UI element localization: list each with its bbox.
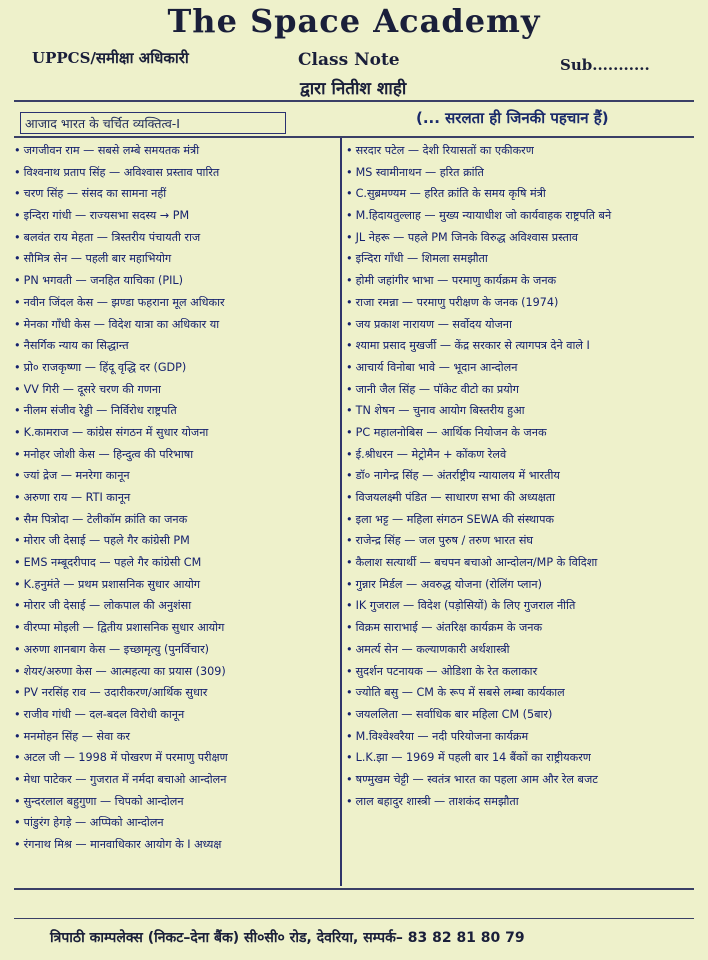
list-item: • पांडुरंग हेगड़े — अप्पिको आन्दोलन xyxy=(14,812,336,834)
list-item: • जयललिता — सर्वाधिक बार महिला CM (5बार) xyxy=(346,704,698,726)
list-item: • EMS नम्बूदरीपाद — पहले गैर कांग्रेसी CM xyxy=(14,552,336,574)
list-item: • सुदर्शन पटनायक — ओडिशा के रेत कलाकार xyxy=(346,661,698,683)
list-item: • श्यामा प्रसाद मुखर्जी — केंद्र सरकार से त्यागपत्र देने वाले I xyxy=(346,335,698,357)
list-item: • गुन्नार मिर्डल — अवरुद्ध योजना (रोलिंग प्लान) xyxy=(346,574,698,596)
list-item: • कैलाश सत्यार्थी — बचपन बचाओ आन्दोलन/MP के विदिशा xyxy=(346,552,698,574)
list-item: • JL नेहरू — पहले PM जिनके विरुद्ध अविश्वास प्रस्ताव xyxy=(346,227,698,249)
topic-divider xyxy=(14,136,694,138)
list-item: • जगजीवन राम — सबसे लम्बे समयतक मंत्री xyxy=(14,140,336,162)
list-item: • सरदार पटेल — देशी रियासतों का एकीकरण xyxy=(346,140,698,162)
list-item: • नैसर्गिक न्याय का सिद्धान्त xyxy=(14,335,336,357)
list-item: • डॉ० नागेन्द्र सिंह — अंतर्राष्ट्रीय न्यायालय में भारतीय xyxy=(346,465,698,487)
list-item: • मनमोहन सिंह — सेवा कर xyxy=(14,726,336,748)
list-item: • नीलम संजीव रेड्डी — निर्विरोध राष्ट्रपति xyxy=(14,400,336,422)
list-item: • विजयलक्ष्मी पंडित — साधारण सभा की अध्यक्षता xyxy=(346,487,698,509)
list-item: • प्रो० राजकृष्णा — हिंदू वृद्धि दर (GDP) xyxy=(14,357,336,379)
list-item: • L.K.झा — 1969 में पहली बार 14 बैंकों का राष्ट्रीयकरण xyxy=(346,747,698,769)
author-byline: द्वारा नितीश शाही xyxy=(300,79,407,99)
topic-box: आजाद भारत के चर्चित व्यक्तित्व-I xyxy=(20,112,286,134)
list-item: • चरण सिंह — संसद का सामना नहीं xyxy=(14,183,336,205)
list-item: • PC महालनोबिस — आर्थिक नियोजन के जनक xyxy=(346,422,698,444)
subject-field: Sub........... xyxy=(560,56,650,74)
list-item: • M.हिदायतुल्लाह — मुख्य न्यायाधीश जो कार्यवाहक राष्ट्रपति बने xyxy=(346,205,698,227)
list-item: • PN भगवती — जनहित याचिका (PIL) xyxy=(14,270,336,292)
tagline: (... सरलता ही जिनकी पहचान हैं) xyxy=(416,109,609,127)
footer-address: त्रिपाठी काम्पलेक्स (निकट–देना बैंक) सी०सी० रोड, देवरिया, सम्पर्क– 83 82 81 80 79 xyxy=(50,930,525,946)
list-item: • K.कामराज — कांग्रेस संगठन में सुधार योजना xyxy=(14,422,336,444)
list-item: • सैम पित्रोदा — टेलीकॉम क्रांति का जनक xyxy=(14,509,336,531)
column-divider xyxy=(340,138,342,886)
list-item: • राजेन्द्र सिंह — जल पुरुष / तरुण भारत संघ xyxy=(346,530,698,552)
left-column-list xyxy=(14,140,336,856)
list-item: • TN शेषन — चुनाव आयोग बिस्तरीय हुआ xyxy=(346,400,698,422)
list-item: • बलवंत राय मेहता — त्रिस्तरीय पंचायती राज xyxy=(14,227,336,249)
list-item: • मेनका गाँधी केस — विदेश यात्रा का अधिकार या xyxy=(14,314,336,336)
list-item: • विश्वनाथ प्रताप सिंह — अविश्वास प्रस्ताव पारित xyxy=(14,162,336,184)
list-item: • होमी जहांगीर भाभा — परमाणु कार्यक्रम के जनक xyxy=(346,270,698,292)
list-item: • मेधा पाटेकर — गुजरात में नर्मदा बचाओ आन्दोलन xyxy=(14,769,336,791)
list-item: • इला भट्ट — महिला संगठन SEWA की संस्थापक xyxy=(346,509,698,531)
list-item: • आचार्य विनोबा भावे — भूदान आन्दोलन xyxy=(346,357,698,379)
list-item: • सुन्दरलाल बहुगुणा — चिपको आन्दोलन xyxy=(14,791,336,813)
list-item: • अरुणा शानबाग केस — इच्छामृत्यु (पुनर्विचार) xyxy=(14,639,336,661)
list-item: • MS स्वामीनाथन — हरित क्रांति xyxy=(346,162,698,184)
list-item: • रंगनाथ मिश्र — मानवाधिकार आयोग के I अध्यक्ष xyxy=(14,834,336,856)
header-divider xyxy=(14,100,694,102)
list-item: • शेयर/अरुणा केस — आत्महत्या का प्रयास (309) xyxy=(14,661,336,683)
list-item: • राजा रमन्ना — परमाणु परीक्षण के जनक (1974) xyxy=(346,292,698,314)
class-note-label: Class Note xyxy=(298,50,400,70)
list-item: • षण्मुखम चेट्टी — स्वतंत्र भारत का पहला आम और रेल बजट xyxy=(346,769,698,791)
list-item: • अमर्त्य सेन — कल्याणकारी अर्थशास्त्री xyxy=(346,639,698,661)
list-item: • मोरार जी देसाई — लोकपाल की अनुशंसा xyxy=(14,595,336,617)
list-item: • IK गुजराल — विदेश (पड़ोसियों) के लिए गुजराल नीति xyxy=(346,595,698,617)
page-title: The Space Academy xyxy=(167,2,541,40)
list-item: • M.विश्वेश्वरैया — नदी परियोजना कार्यक्रम xyxy=(346,726,698,748)
list-item: • VV गिरी — दूसरे चरण की गणना xyxy=(14,379,336,401)
list-item: • ज्यां द्रेज — मनरेगा कानून xyxy=(14,465,336,487)
right-column-list xyxy=(346,140,698,812)
list-item: • राजीव गांधी — दल-बदल विरोधी कानून xyxy=(14,704,336,726)
list-item: • अरुणा राय — RTI कानून xyxy=(14,487,336,509)
list-item: • विक्रम साराभाई — अंतरिक्ष कार्यक्रम के जनक xyxy=(346,617,698,639)
list-item: • सौमित्र सेन — पहली बार महाभियोग xyxy=(14,248,336,270)
list-item: • अटल जी — 1998 में पोखरण में परमाणु परीक्षण xyxy=(14,747,336,769)
list-item: • जानी जैल सिंह — पॉकेट वीटो का प्रयोग xyxy=(346,379,698,401)
list-item: • जय प्रकाश नारायण — सर्वोदय योजना xyxy=(346,314,698,336)
footer-divider xyxy=(14,888,694,890)
list-item: • C.सुब्रमण्यम — हरित क्रांति के समय कृषि मंत्री xyxy=(346,183,698,205)
list-item: • मोरार जी देसाई — पहले गैर कांग्रेसी PM xyxy=(14,530,336,552)
list-item: • ज्योति बसु — CM के रूप में सबसे लम्बा कार्यकाल xyxy=(346,682,698,704)
list-item: • लाल बहादुर शास्त्री — ताशकंद समझौता xyxy=(346,791,698,813)
list-item: • मनोहर जोशी केस — हिन्दुत्व की परिभाषा xyxy=(14,444,336,466)
list-item: • PV नरसिंह राव — उदारीकरण/आर्थिक सुधार xyxy=(14,682,336,704)
list-item: • इन्दिरा गाँधी — शिमला समझौता xyxy=(346,248,698,270)
footer-divider-2 xyxy=(14,918,694,919)
exam-subtitle: UPPCS/समीक्षा अधिकारी xyxy=(32,49,189,67)
list-item: • वीरप्पा मोइली — द्वितीय प्रशासनिक सुधार आयोग xyxy=(14,617,336,639)
list-item: • ई.श्रीधरन — मेट्रोमैन + कोंकण रेलवे xyxy=(346,444,698,466)
list-item: • K.हनुमंते — प्रथम प्रशासनिक सुधार आयोग xyxy=(14,574,336,596)
list-item: • नवीन जिंदल केस — झण्डा फहराना मूल अधिकार xyxy=(14,292,336,314)
list-item: • इन्दिरा गांधी — राज्यसभा सदस्य → PM xyxy=(14,205,336,227)
